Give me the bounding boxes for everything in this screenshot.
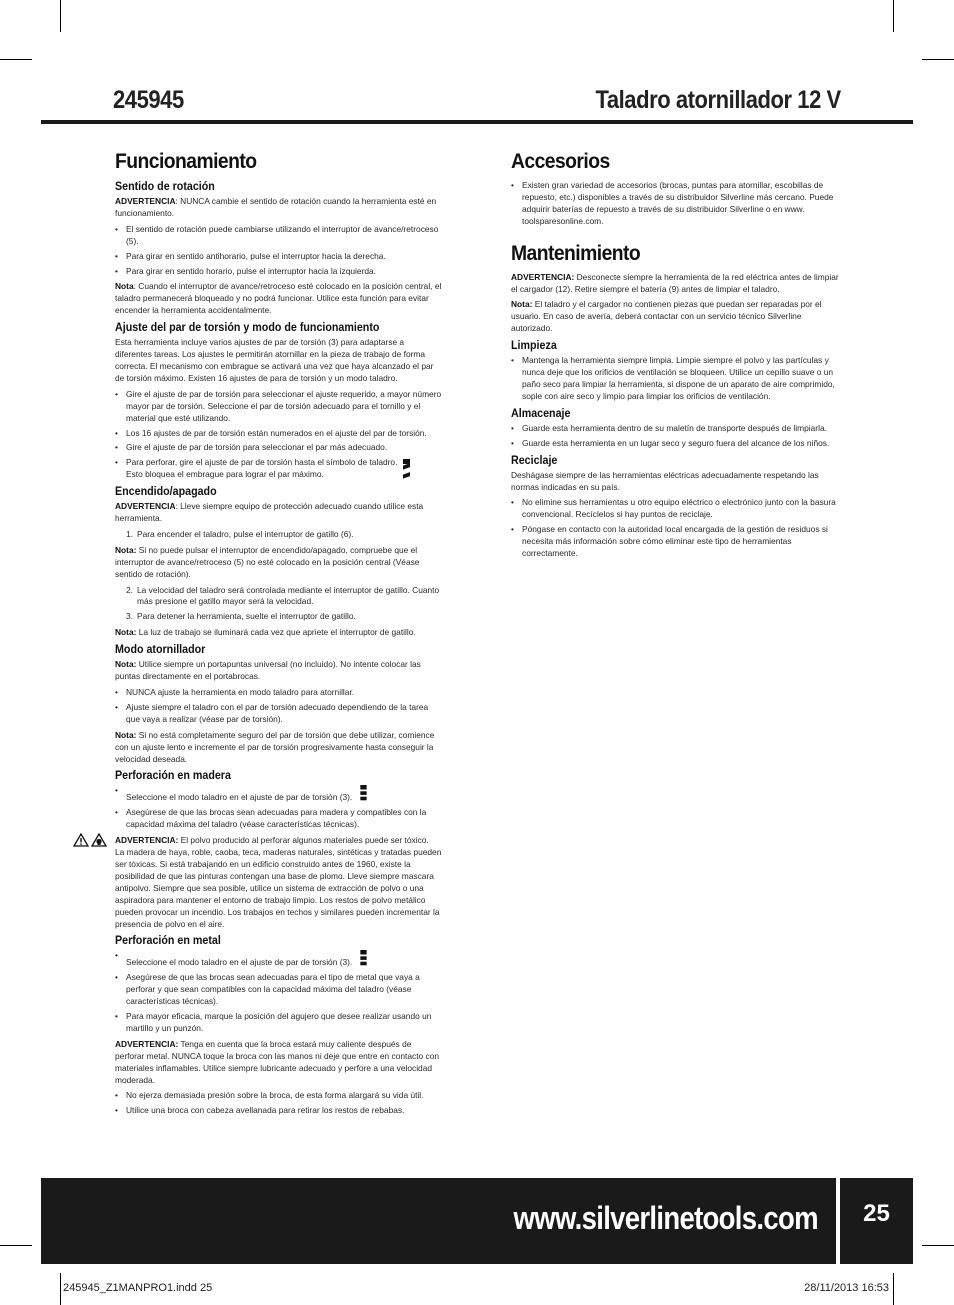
list-item-text: Seleccione el modo taladro en el ajuste de par de torsión (3). bbox=[126, 792, 353, 803]
warning-paragraph bbox=[115, 1039, 443, 1087]
list-item: • Gire el ajuste de par de torsión para seleccionar el ajuste requerido, a mayor número mayor par de torsión. Seleccione el par de torsión adecuado para el tornillo y el material que esté utilizando. bbox=[115, 389, 443, 425]
note-label: Nota: bbox=[115, 659, 137, 670]
crop-mark bbox=[60, 1273, 61, 1305]
crop-mark bbox=[60, 0, 61, 32]
list-item: • Para girar en sentido horario, pulse el interruptor hacia la izquierda. bbox=[115, 266, 443, 278]
list-item: • Utilice una broca con cabeza avellanada para retirar los restos de rebabas. bbox=[115, 1105, 443, 1117]
website-url[interactable]: www.silverlinetools.com bbox=[513, 1200, 818, 1236]
page-title: Taladro atornillador 12 V bbox=[595, 86, 841, 114]
warning-text: : Lleve siempre equipo de protección adecuado cuando utilice esta herramienta. bbox=[115, 501, 424, 524]
dust-warning-block bbox=[115, 835, 443, 930]
warning-triangle-icon bbox=[73, 833, 89, 847]
print-slug-date: 28/11/2013 16:53 bbox=[804, 1282, 889, 1294]
list-item bbox=[115, 950, 443, 969]
list-item: • No ejerza demasiada presión sobre la broca, de esta forma alargará su vida útil. bbox=[115, 1090, 443, 1102]
left-column bbox=[115, 150, 443, 1121]
note-label: Nota: bbox=[115, 729, 137, 740]
warning-icons bbox=[73, 833, 107, 851]
note-paragraph bbox=[115, 730, 443, 766]
warning-paragraph bbox=[511, 272, 841, 296]
bullet-list bbox=[511, 423, 841, 450]
footer-bar bbox=[41, 1178, 836, 1264]
warning-label: ADVERTENCIA bbox=[115, 196, 176, 206]
note-text: Si no puede pulsar el interruptor de encendido/apagado, compruebe que el interruptor de avance/retroceso (5) no esté colocado en la posición central (Véase sentido de rotación). bbox=[115, 544, 420, 579]
warning-text: : NUNCA cambie el sentido de rotación cuando la herramienta esté en funcionamiento. bbox=[115, 196, 437, 218]
note-text: Si no está completamente seguro del par de torsión que debe utilizar, comience con un ajuste lento e incremente el par de torsión progresivamente hasta conseguir la velocidad deseada. bbox=[115, 729, 435, 764]
warning-paragraph bbox=[115, 196, 443, 220]
subheading-ajuste-par: Ajuste del par de torsión y modo de funcionamiento bbox=[115, 322, 380, 335]
list-item bbox=[115, 585, 443, 609]
list-item-text: Para detener la herramienta, suelte el interruptor de gatillo. bbox=[137, 611, 356, 622]
note-label: Nota: bbox=[115, 544, 137, 555]
list-number: 1. bbox=[126, 528, 133, 539]
note-label: Nota: bbox=[115, 627, 137, 638]
numbered-list bbox=[115, 529, 443, 541]
subheading-encendido: Encendido/apagado bbox=[115, 486, 217, 499]
bullet-list bbox=[115, 950, 443, 1034]
dust-mask-icon bbox=[91, 833, 107, 847]
subheading-almacenaje: Almacenaje bbox=[511, 407, 571, 420]
list-item-text: Para perforar, gire el ajuste de par de torsión hasta el símbolo de taladro. Esto bloquea el embrague para lograr el par máximo. bbox=[126, 457, 398, 480]
list-item: • Ajuste siempre el taladro con el par de torsión adecuado dependiendo de la tarea que vaya a realizar (véase par de torsión). bbox=[115, 702, 443, 726]
warning-label: ADVERTENCIA bbox=[115, 501, 176, 512]
bullet-list bbox=[511, 355, 841, 403]
list-item: • Guarde esta herramienta en un lugar seco y seguro fuera del alcance de los niños. bbox=[511, 438, 841, 450]
note-paragraph bbox=[115, 627, 443, 639]
warning-body: La madera de haya, roble, caoba, teca, maderas naturales, sintéticas y tratadas pueden ser tóxicas. Si está trabajando en un edificio construido antes de 1960, existe la posibilidad de que las pinturas contengan una base de plomo. Lleve siempre mascara antipolvo. Siempre que sea posible, utilice un sistema de extracción de polvo o una aspiradora para mantener el entorno de trabajo limpio. Los restos de polvo metálico pueden provocar un incendio. Los trabajos en techos y similares pueden incrementar la presencia de polvo en el aire. bbox=[115, 847, 442, 929]
crop-mark bbox=[922, 59, 954, 60]
right-column bbox=[511, 150, 841, 564]
subheading-modo-atornillador: Modo atornillador bbox=[115, 644, 206, 657]
header-rule bbox=[41, 120, 913, 124]
bullet-list bbox=[511, 180, 841, 228]
paragraph: Deshágase siempre de las herramientas eléctricas adecuadamente respetando las normas indicadas en su país. bbox=[511, 469, 819, 492]
warning-paragraph bbox=[115, 501, 443, 525]
section-heading-accesorios: Accesorios bbox=[511, 150, 610, 173]
page-number: 25 bbox=[863, 1200, 890, 1227]
list-item: • Asegúrese de que las brocas sean adecuadas para el tipo de metal que vaya a perforar y que sean compatibles con la capacidad máxima del taladro (véase características técnicas). bbox=[115, 972, 443, 1008]
subheading-limpieza: Limpieza bbox=[511, 340, 557, 353]
numbered-list bbox=[115, 585, 443, 624]
product-code: 245945 bbox=[113, 86, 184, 114]
note-text: Utilice siempre un portapuntas universal (no incluido). No intente colocar las puntas directamente en el portabrocas. bbox=[115, 659, 421, 682]
bullet-list bbox=[115, 224, 443, 278]
list-item bbox=[115, 529, 443, 541]
bullet-list bbox=[511, 497, 841, 560]
list-item bbox=[115, 611, 443, 623]
crop-mark bbox=[0, 1245, 32, 1246]
list-item: • Guarde esta herramienta dentro de su maletín de transporte después de limpiarla. bbox=[511, 423, 841, 435]
list-item: • El sentido de rotación puede cambiarse utilizando el interruptor de avance/retroceso (5). bbox=[115, 224, 443, 248]
list-item: • NUNCA ajuste la herramienta en modo taladro para atornillar. bbox=[115, 687, 443, 699]
warning-text: Desconecte siempre la herramienta de la red eléctrica antes de limpiar el cargador (12). Retire siempre el batería (9) antes de limpiar el taladro. bbox=[511, 271, 839, 294]
section-heading-mantenimiento: Mantenimiento bbox=[511, 241, 641, 265]
list-number: 2. bbox=[126, 584, 133, 595]
list-item-text: Seleccione el modo taladro en el ajuste de par de torsión (3). bbox=[126, 957, 353, 968]
crop-mark bbox=[0, 59, 32, 60]
paragraph: Esta herramienta incluye varios ajustes de par de torsión (3) para adaptarse a diferentes tareas. Los ajustes le permitirán atornillar en la pieza de trabajo de forma correcta. El mecanismo con embrague se activará una vez que haya alcanzado el par de torsión máximo. Existen 16 ajustes de para de torsión y un modo taladro. bbox=[115, 337, 434, 383]
subheading-reciclaje: Reciclaje bbox=[511, 454, 558, 467]
list-item: • Para girar en sentido antihorario, pulse el interruptor hacia la derecha. bbox=[115, 251, 443, 263]
drill-mode-icon bbox=[359, 950, 368, 968]
list-number: 3. bbox=[126, 611, 133, 622]
bullet-list bbox=[115, 687, 443, 726]
section-heading-funcionamiento: Funcionamiento bbox=[115, 150, 257, 173]
bullet-list bbox=[115, 785, 443, 831]
print-slug-file: 245945_Z1MANPRO1.indd 25 bbox=[63, 1282, 213, 1294]
note-label: Nota bbox=[115, 281, 134, 292]
warning-paragraph bbox=[115, 835, 443, 930]
crop-mark bbox=[893, 0, 894, 32]
crop-mark bbox=[893, 1273, 894, 1305]
list-item: • Existen gran variedad de accesorios (brocas, puntas para atornillar, escobillas de repuesto, etc.) disponibles a través de su distribuidor Silverline más cercano. Puede adquirir baterías de repuesto a través de su distribuidor Silverline o en www. toolsparesonline.com. bbox=[511, 180, 841, 228]
subheading-sentido-rotacion: Sentido de rotación bbox=[115, 181, 215, 193]
note-paragraph bbox=[115, 545, 443, 581]
list-item: • Asegúrese de que las brocas sean adecuadas para madera y compatibles con la capacidad máxima del taladro (véase características técnicas). bbox=[115, 807, 443, 831]
note-label: Nota: bbox=[511, 299, 533, 310]
bullet-list bbox=[115, 389, 443, 481]
warning-label: ADVERTENCIA: bbox=[115, 835, 179, 846]
subheading-perforacion-madera: Perforación en madera bbox=[115, 770, 231, 783]
list-item: • Póngase en contacto con la autoridad local encargada de la gestión de residuos si necesita más información sobre cómo eliminar este tipo de herramientas correctamente. bbox=[511, 524, 841, 560]
list-item bbox=[115, 785, 443, 804]
list-item: • Mantenga la herramienta siempre limpia. Limpie siempre el polvo y las partículas y nunca deje que los orificios de ventilación se bloqueen. Utilice un cepillo suave o un paño seco para limpiar la herramienta, si dispone de un aparato de aire comprimido, sople con aire seco y limpio para limpiar los orificios de ventilación. bbox=[511, 355, 841, 403]
warning-text: El polvo producido al perforar algunos materiales puede ser tóxico. bbox=[178, 835, 429, 846]
note-paragraph bbox=[511, 299, 841, 335]
list-item: • No elimine sus herramientas u otro equipo eléctrico o electrónico junto con la basura convencional. Recíclelos si hay puntos de reciclaje. bbox=[511, 497, 841, 521]
note-text: : Cuando el interruptor de avance/retroceso esté colocado en la posición central, el taladro permanecerá bloqueado y no podrá funcionar. Utilice esta función para evitar encender la herramienta accidentalmente. bbox=[115, 281, 442, 316]
subheading-perforacion-metal: Perforación en metal bbox=[115, 935, 221, 948]
list-item: • Los 16 ajustes de par de torsión están numerados en el ajuste del par de torsión. bbox=[115, 428, 443, 440]
warning-text: Tenga en cuenta que la broca estará muy caliente después de perforar metal. NUNCA toque la broca con las manos ni deje que entre en contacto con materiales inflamables. Utilice siempre lubricante adecuado y perfore a una velocidad moderada. bbox=[115, 1038, 440, 1085]
note-text: El taladro y el cargador no contienen piezas que puedan ser reparadas por el usuario. En caso de avería, deberá contactar con un servicio técnico Silverline autorizado. bbox=[511, 299, 822, 334]
drill-mode-icon bbox=[402, 459, 411, 479]
crop-mark bbox=[922, 1245, 954, 1246]
note-paragraph bbox=[115, 659, 443, 683]
warning-label: ADVERTENCIA: bbox=[511, 271, 575, 282]
list-item: • Gire el ajuste de par de torsión para seleccionar el par más adecuado. bbox=[115, 442, 443, 454]
drill-mode-icon bbox=[359, 785, 368, 803]
bullet-list bbox=[115, 1090, 443, 1117]
page-number-box bbox=[840, 1178, 913, 1264]
list-item: • Para mayor eficacia, marque la posición del agujero que desee realizar usando un martillo y un punzón. bbox=[115, 1011, 443, 1035]
note-text: La luz de trabajo se iluminará cada vez que apriete el interruptor de gatillo. bbox=[136, 627, 416, 638]
list-item-text: La velocidad del taladro será controlada mediante el interruptor de gatillo. Cuanto más presione el gatillo mayor será la velocidad. bbox=[137, 584, 440, 607]
note-paragraph bbox=[115, 281, 443, 317]
list-item-text: Para encender el taladro, pulse el interruptor de gatillo (6). bbox=[137, 528, 354, 539]
warning-label: ADVERTENCIA: bbox=[115, 1038, 179, 1049]
list-item bbox=[115, 457, 443, 481]
